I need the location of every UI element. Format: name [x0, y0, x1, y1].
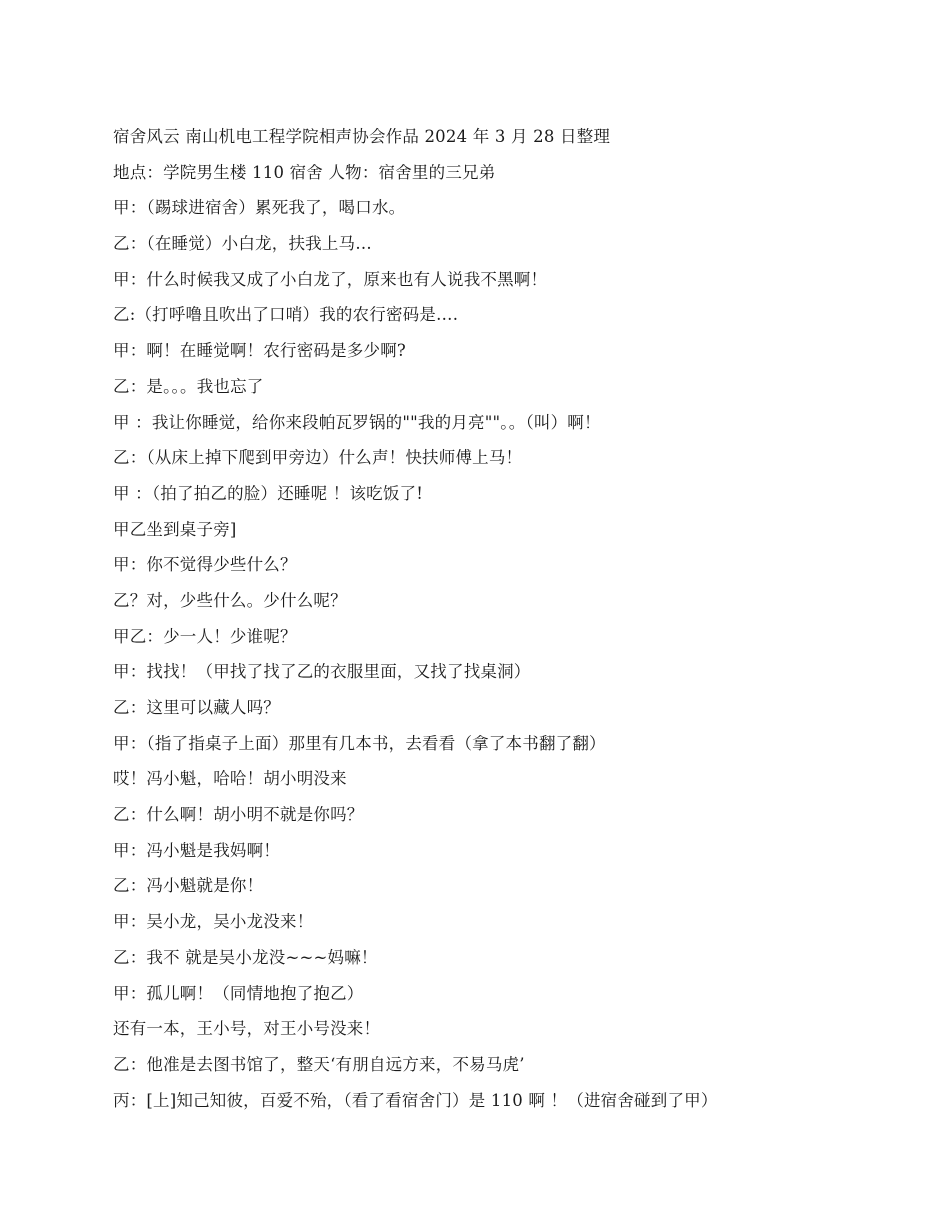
- dialogue-line: 乙：是。。。我也忘了: [113, 376, 264, 396]
- dialogue-line: 甲：什么时候我又成了小白龙了，原来也有人说我不黑啊！: [113, 269, 548, 289]
- dialogue-line: 乙:（打呼噜且吹出了口哨）我的农行密码是….: [113, 305, 459, 325]
- dialogue-line: 乙：冯小魁就是你！: [113, 876, 264, 896]
- title-line: 宿舍风云 南山机电工程学院相声协会作品 2024 年 3 月 28 日整理: [113, 127, 611, 146]
- dialogue-line: 甲：（指了指桌子上面）那里有几本书，去看看（拿了本书翻了翻）: [113, 733, 606, 753]
- dialogue-line: 乙：他准是去图书馆了，整天‘有朋自远方来，不易马虎’: [113, 1054, 525, 1074]
- dialogue-line: 甲：吴小龙，吴小龙没来！: [113, 912, 314, 932]
- dialogue-line: 丙：[上]知己知彼，百爱不殆，（看了看宿舍门）是 110 啊 ！（进宿舍碰到了甲）: [113, 1090, 718, 1110]
- dialogue-line: 甲：孤儿啊！（同情地抱了抱乙）: [113, 983, 364, 1003]
- dialogue-line: 甲 ：我让你睡觉，给你来段帕瓦罗锅的""我的月亮""。。（叫）啊！: [113, 412, 601, 432]
- stage-direction-line: 甲乙坐到桌子旁]: [113, 519, 237, 539]
- dialogue-line: 甲乙：少一人！少谁呢？: [113, 626, 297, 646]
- dialogue-line: 乙：什么啊！胡小明不就是你吗？: [113, 805, 364, 825]
- dialogue-line: 还有一本，王小号，对王小号没来！: [113, 1019, 381, 1039]
- dialogue-line: 乙：我不 就是吴小龙没~~~妈嘛！: [113, 947, 378, 967]
- setting-line: 地点：学院男生楼 110 宿舍 人物：宿舍里的三兄弟: [113, 162, 496, 182]
- dialogue-line: 甲：啊！在睡觉啊！农行密码是多少啊?: [113, 341, 406, 361]
- dialogue-line: 哎！冯小魁，哈哈！胡小明没来: [113, 769, 347, 789]
- dialogue-line: 乙：（在睡觉）小白龙，扶我上马…: [113, 234, 372, 254]
- dialogue-line: 甲：（踢球进宿舍）累死我了，喝口水。: [113, 198, 406, 218]
- dialogue-line: 甲：冯小魁是我妈啊！: [113, 840, 280, 860]
- dialogue-line: 甲 ：（拍了拍乙的脸）还睡呢 ！该吃饭了!: [113, 483, 424, 503]
- dialogue-line: 甲：你不觉得少些什么？: [113, 555, 297, 575]
- dialogue-line: 甲：找找！（甲找了找了乙的衣服里面，又找了找桌洞）: [113, 662, 531, 682]
- dialogue-line: 乙：这里可以藏人吗？: [113, 698, 280, 717]
- document-body: [113, 124, 873, 1123]
- dialogue-line: 乙？对，少些什么。少什么呢？: [113, 590, 347, 610]
- dialogue-line: 乙：（从床上掉下爬到甲旁边）什么声！快扶师傅上马！: [113, 448, 523, 468]
